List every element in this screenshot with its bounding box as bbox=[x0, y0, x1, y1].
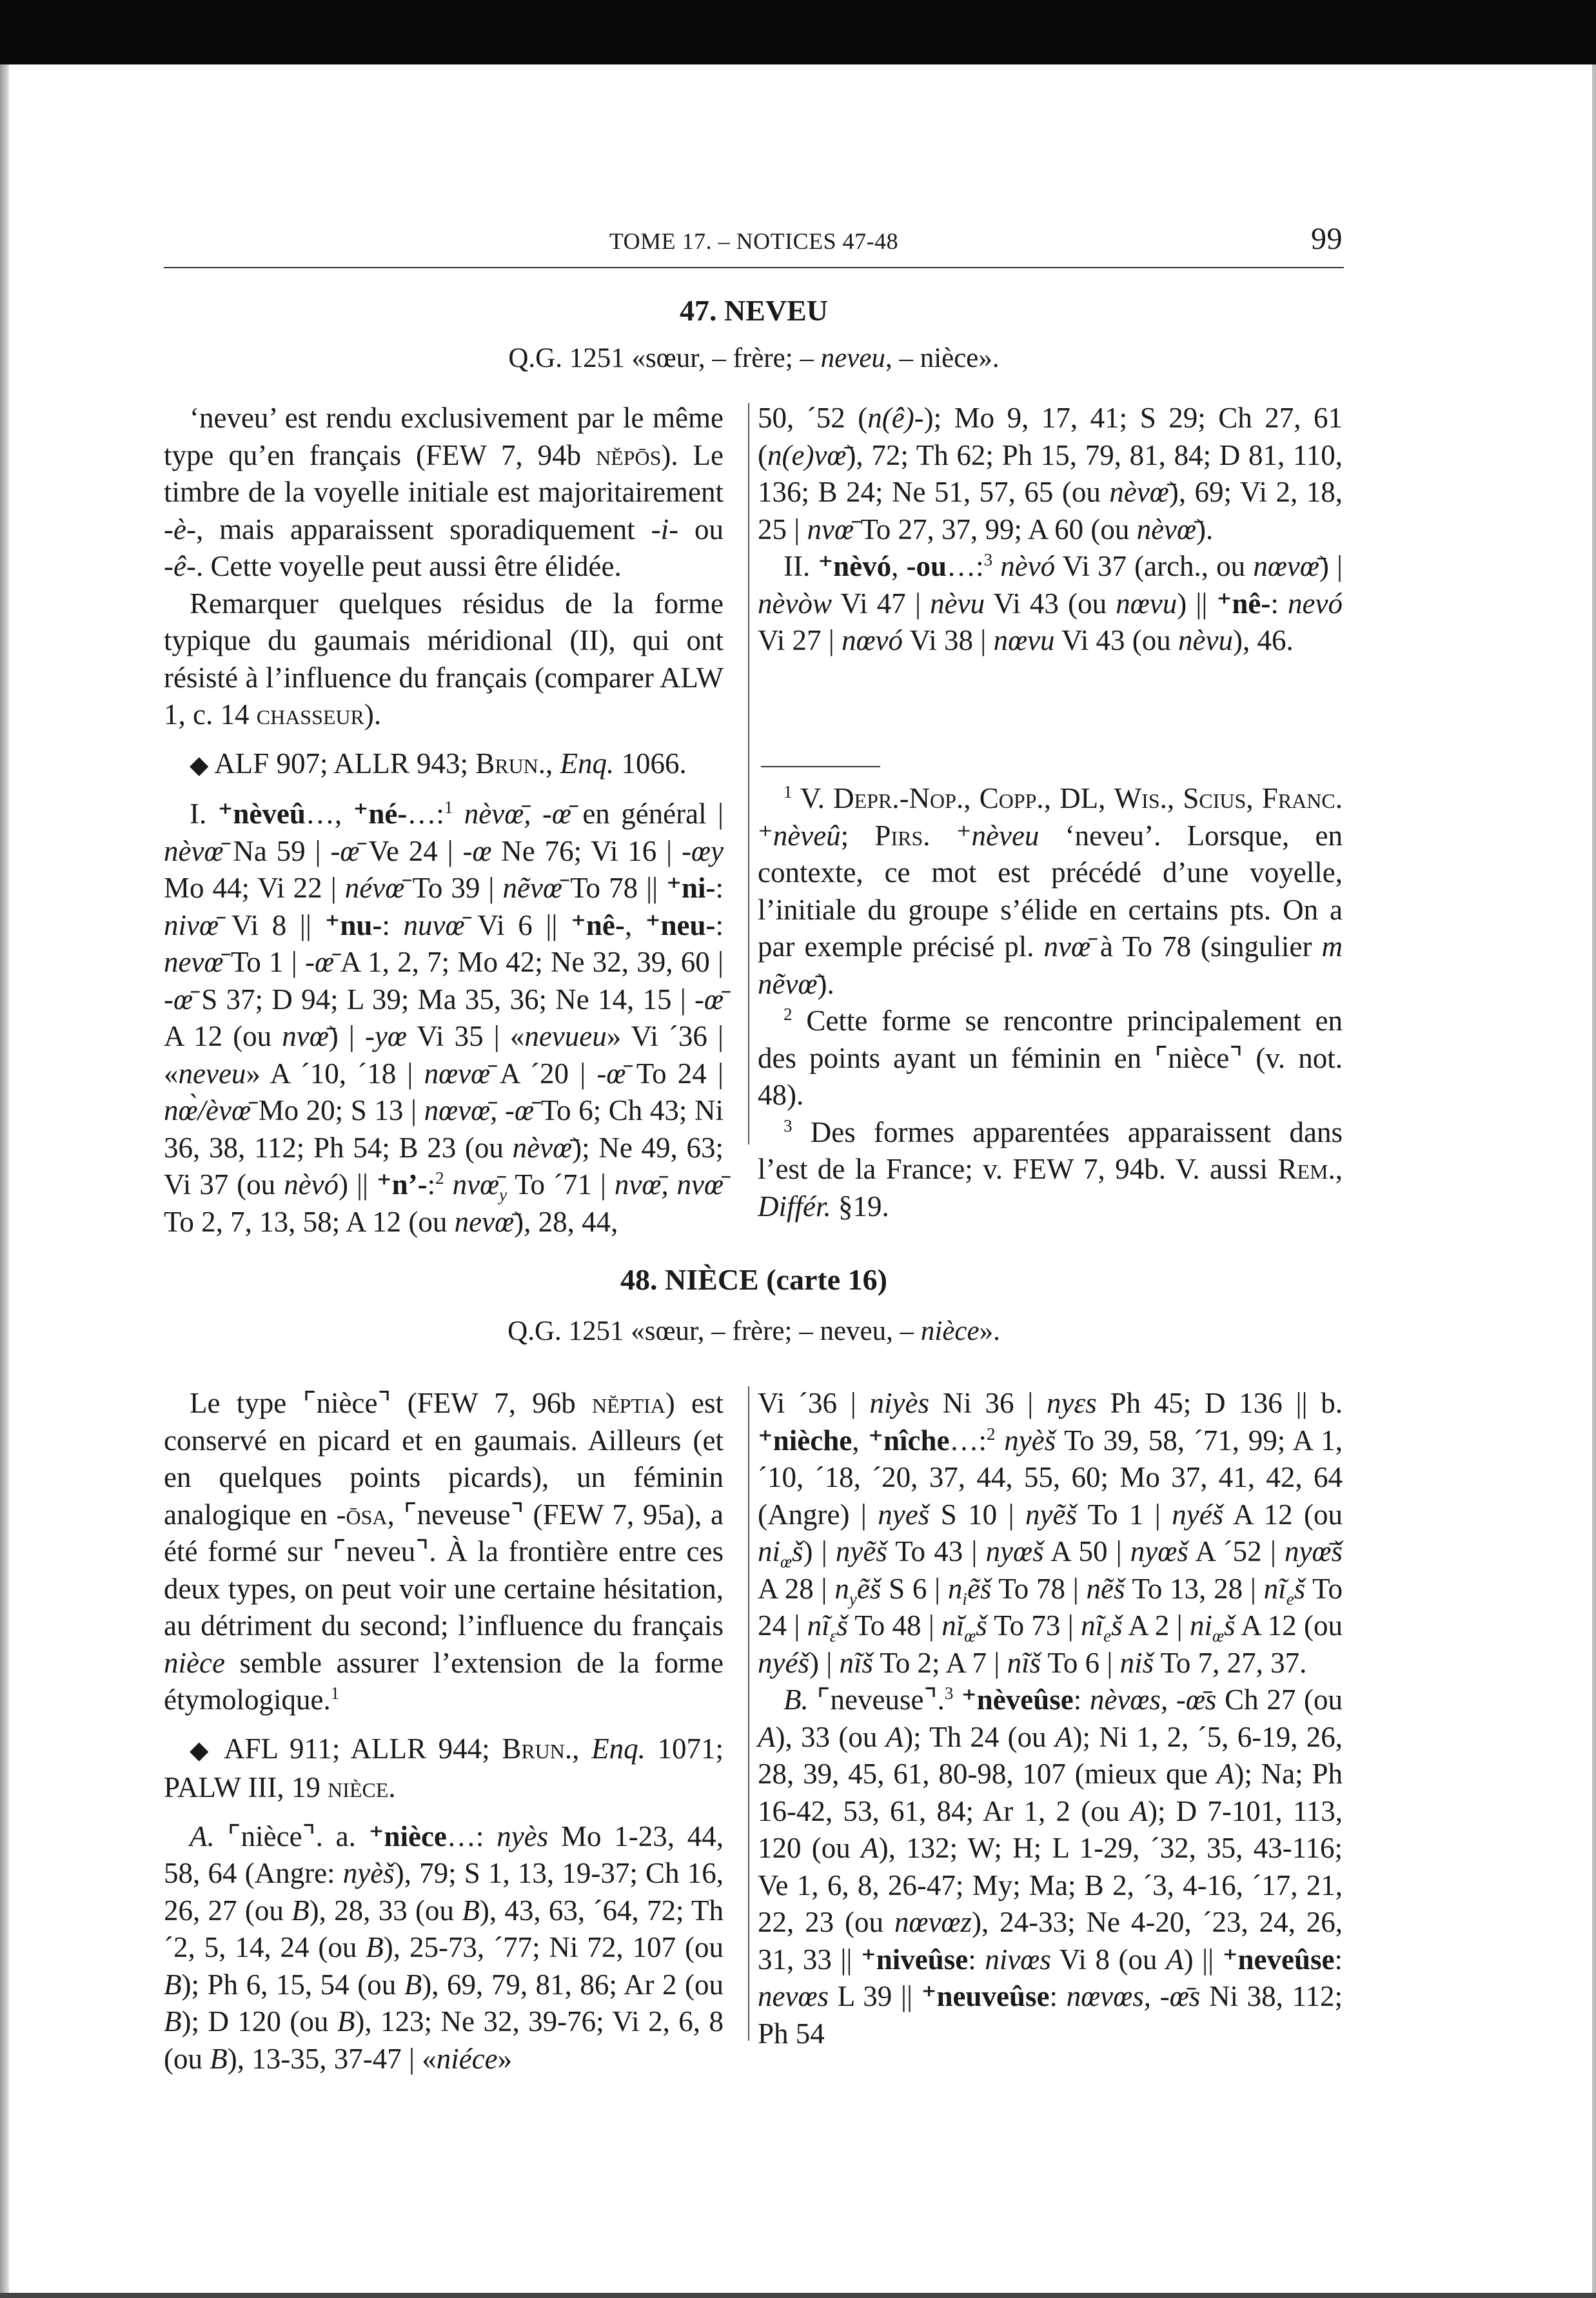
article-48-intro-paragraph: Le type ⌜nièce⌝ (FEW 7, 96b nĕptia) est conservé en picard et en gaumais. Ailleurs (et en quelques points picards), un féminin analogique en -ōsa, ⌜neveuse⌝ (FEW 7, 95a), a été formé sur ⌜neveu⌝. À la frontière entre ces deux types, on peut voir une certaine hésitation, au détriment du second; l’influence du français nièce semble assurer l’extension de la forme étymologique.$^1$ bbox=[164, 1387, 724, 1716]
text-run: ). bbox=[364, 698, 382, 731]
subtitle-suffix: , – nièce». bbox=[885, 343, 1000, 373]
column-rule bbox=[748, 1386, 749, 2041]
article-47-right-column bbox=[758, 400, 1343, 660]
article-48-forms-B: B. ⌜neveuse⌝.$^3$ ⁺nèveûse: nèvœs, -œ̄s Ch 27 (ou A), 33 (ou A); Th 24 (ou A); Ni 1, 2, ´5, 6-19, 26, 28, 39, 45, 61, 80-98, 107 (mieux que A); Na; Ph 16-42, 53, 61, 84; Ar 1, 2 (ou A); D 7-101, 113, 120 (ou A), 132; W; H; L 1-29, ´32, 35, 43-116; Ve 1, 6, 8, 26-47; My; Ma; B 2, ´3, 4-16, ´17, 21, 22, 23 (ou nœvœz), 24-33; Ne 4-20, ´23, 24, 26, 31, 33 || ⁺niveûse: nivœs Vi 8 (ou A) || ⁺neveûse: nevœs L 39 || ⁺neuveûse: nœvœs, -œ̄s Ni 38, 112; Ph 54 bbox=[758, 1684, 1343, 2050]
text-run: ). Le timbre de la voyelle initiale est majoritairement bbox=[164, 438, 724, 508]
article-47-remark-paragraph bbox=[164, 585, 724, 734]
diamond-icon: ◆ bbox=[190, 751, 209, 779]
footnote-1: $^1$ V. Depr.-Nop., Copp., DL, Wis., Scius, Franc. ⁺nèveû; Pirs. ⁺nèveu ‘neveu’. Lorsque, en contexte, ce mot est précédé d’une voyelle, l’initiale du groupe s’élide en certains pts. On a par exemple précisé pl. nvœ̄ à To 78 (singulier m nẽvœ̄). bbox=[758, 782, 1343, 1000]
article-48-forms-A: A. ⌜nièce⌝. a. ⁺nièce…: nyès Mo 1-23, 44, 58, 64 (Angre: nyèš), 79; S 1, 13, 19-37; Ch 16, 26, 27 (ou B), 28, 33 (ou B), 43, 63, ´64, 72; Th ´2, 5, 14, 24 (ou B), 25-73, ´77; Ni 72, 107 (ou B); Ph 6, 15, 54 (ou B), 69, 79, 81, 86; Ar 2 (ou B); D 120 (ou B), 123; Ne 32, 39-76; Vi 2, 6, 8 (ou B), 13-35, 37-47 | «niéce» bbox=[164, 1820, 724, 2075]
article-47-forms-I-cont: 50, ´52 (n(ê)-); Mo 9, 17, 41; S 29; Ch 27, 61 (n(e)vœ̄), 72; Th 62; Ph 15, 79, 81, 84; D 81, 110, 136; B 24; Ne 51, 57, 65 (ou nèvœ̄), 69; Vi 2, 18, 25 | nvœ̄ To 27, 37, 99; A 60 (ou nèvœ̄). bbox=[758, 402, 1343, 545]
form: -è- bbox=[164, 513, 196, 545]
subtitle-prefix: Q.G. 1251 «sœur, – frère; – bbox=[508, 343, 821, 373]
article-47-subtitle bbox=[164, 342, 1344, 374]
scan-right-edge bbox=[1592, 64, 1596, 2298]
article-47-footnotes bbox=[758, 780, 1343, 1225]
article-48-right-column bbox=[758, 1385, 1343, 2052]
etymon: nĕpōs bbox=[596, 438, 662, 471]
form: -ê- bbox=[164, 550, 196, 582]
text-run: ou bbox=[678, 513, 724, 545]
article-48-subtitle bbox=[164, 1315, 1344, 1347]
column-rule bbox=[748, 403, 749, 1144]
subtitle-prefix: Q.G. 1251 «sœur, – frère; – neveu, – bbox=[507, 1316, 921, 1346]
article-47-references bbox=[164, 745, 724, 785]
article-48-forms-A-cont: Vi ´36 | niyès Ni 36 | nyɛs Ph 45; D 136 || b. ⁺nièche, ⁺nîche…:$^2$ nyèš To 39, 58, ´71, 99; A 1, ´10, ´18, ´20, 37, 44, 55, 60; Mo 37, 41, 42, 64 (Angre) | nyeš S 10 | nyẽš To 1 | nyéš A 12 (ou $ni_œš$) | nyẽš To 43 | nyœš A 50 | nyœš A ´52 | nyœ̄š A 28 | $n_yẽš$ S 6 | $n_iẽš$ To 78 | nẽš To 13, 28 | $nĩ_eš$ To 24 | $nĩ_ɛš$ To 48 | $nĭ_œš$ To 73 | $nĩ_eš$ A 2 | $ni_œš$ A 12 (ou nyéš) | nĩš To 2; A 7 | nĩš To 6 | niš To 7, 27, 37. bbox=[758, 1387, 1343, 1679]
text-run: , mais apparaissent sporadiquement bbox=[195, 513, 651, 545]
scan-top-band bbox=[0, 0, 1596, 64]
running-title: TOME 17. – NOTICES 47-48 bbox=[609, 228, 899, 254]
text-run: 1066. bbox=[614, 747, 687, 780]
article-47-intro-paragraph bbox=[164, 400, 724, 585]
reference: Brun. bbox=[475, 747, 546, 780]
scan-left-edge bbox=[0, 64, 9, 2298]
text-run: , bbox=[546, 747, 560, 780]
page-number: 99 bbox=[1311, 222, 1343, 256]
footnote-rule bbox=[761, 766, 880, 767]
header-rule bbox=[164, 267, 1344, 268]
text-run: Remarquer quelques résidus de la forme typique du gaumais méridional (II), qui ont résisté à l’influence du français (comparer ALW 1, c. 14 bbox=[164, 587, 724, 731]
subtitle-suffix: ». bbox=[979, 1316, 1000, 1346]
reference: chasseur bbox=[256, 698, 364, 731]
article-47-left-column bbox=[164, 400, 724, 1241]
article-47-forms-I: I. ⁺nèveû…, ⁺né-…:$^1$ nèvœ̄, -œ̄ en général | nèvœ̄ Na 59 | -œ̄ Ve 24 | -œ Ne 76; Vi 16 | -œy Mo 44; Vi 22 | névœ̄ To 39 | nẽvœ̄ To 78 || ⁺ni-: nivœ̄ Vi 8 || ⁺nu-: nuvœ̄ Vi 6 || ⁺nê-, ⁺neu-: nevœ̄ To 1 | -œ̄ A 1, 2, 7; Mo 42; Ne 32, 39, 60 | -œ̄ S 37; D 94; L 39; Ma 35, 36; Ne 14, 15 | -œ̄ A 12 (ou nvœ̄) | -yœ Vi 35 | «nevueu» Vi ´36 | «neveu» A ´10, ´18 | nœvœ̄ A ´20 | -œ̄ To 24 | nœ̀/èvœ̄ Mo 20; S 13 | nœvœ̄, -œ̄ To 6; Ch 43; Ni 36, 38, 112; Ph 54; B 23 (ou nèvœ̄); Ne 49, 63; Vi 37 (ou nèvó) || ⁺n’-:$^2$ $nvœ̄_y$ To ´71 | nvœ̄, nvœ̄ To 2, 7, 13, 58; A 12 (ou nevœ̄), 28, 44, bbox=[164, 798, 724, 1238]
article-47-title: 47. NEVEU bbox=[679, 294, 829, 327]
text-run: . Cette voyelle peut aussi être élidée. bbox=[195, 550, 622, 582]
scan-bottom-edge bbox=[0, 2293, 1596, 2298]
article-47-forms-II: II. ⁺nèvó, -ou…:$^3$ nèvó Vi 37 (arch., ou nœvœ̄) | nèvòw Vi 47 | nèvu Vi 43 (ou nœvu) || ⁺nê-: nevó Vi 27 | nœvó Vi 38 | nœvu Vi 43 (ou nèvu), 46. bbox=[758, 550, 1343, 656]
article-48-title: 48. NIÈCE (carte 16) bbox=[620, 1263, 887, 1296]
footnote-3: $^3$ Des formes apparentées apparaissent dans l’est de la France; v. FEW 7, 94b. V. aussi Rem., Différ. §19. bbox=[758, 1115, 1343, 1223]
reference: Enq. bbox=[560, 747, 615, 780]
article-48-left-column bbox=[164, 1385, 724, 2077]
article-48-references: ◆ AFL 911; ALLR 944; Brun., Enq. 1071; PALW III, 19 nièce. bbox=[164, 1732, 724, 1803]
text-run: ‘neveu’ est rendu exclusivement par le même type qu’en français (FEW 7, 94b bbox=[164, 402, 724, 471]
footnote-2: $^2$ Cette forme se rencontre principalement en des points ayant un féminin en ⌜nièce⌝ (v. not. 48). bbox=[758, 1005, 1343, 1111]
form: -i- bbox=[651, 513, 679, 545]
subtitle-emphasis: neveu bbox=[820, 343, 885, 373]
text-run: ALF 907; ALLR 943; bbox=[208, 747, 476, 780]
subtitle-emphasis: nièce bbox=[920, 1316, 980, 1346]
